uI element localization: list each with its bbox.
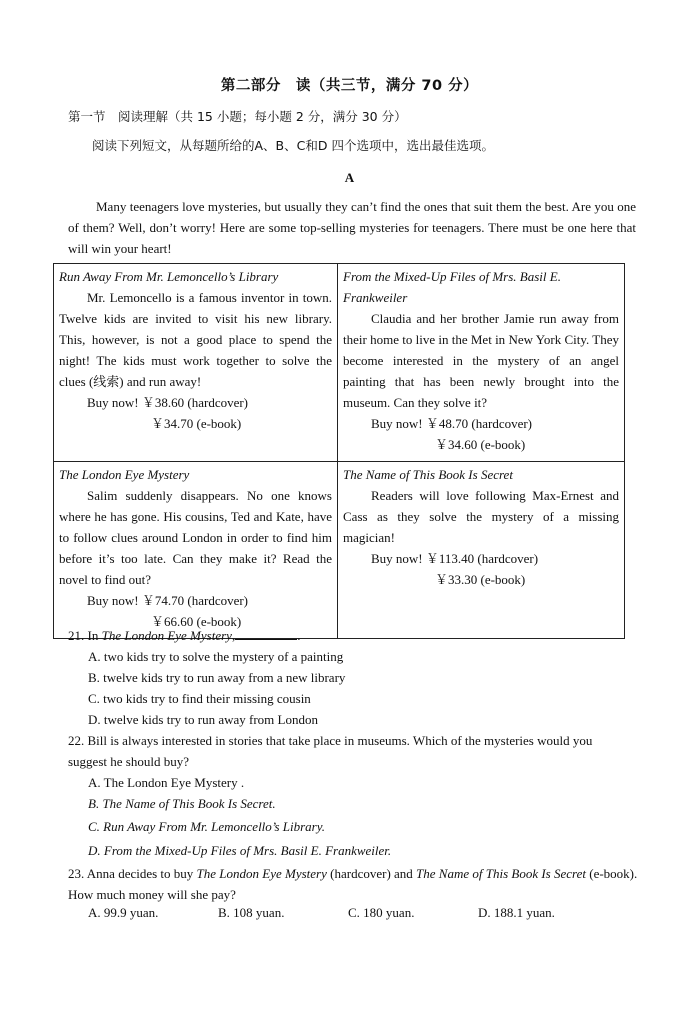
book-cell: [54, 264, 338, 462]
q22-option-a: A. The London Eye Mystery .: [88, 775, 245, 790]
price-ebook: ￥33.30 (e-book): [435, 572, 526, 587]
part-title: 第二部分 读（共三节，满分 70 分）: [220, 78, 479, 94]
question-text: 21. In: [68, 628, 102, 643]
q22-option-b: B. The Name of This Book Is Secret.: [88, 796, 276, 811]
book-description: Readers will love following Max-Ernest and Cass as they solve the mystery of a missing magician!: [343, 488, 619, 545]
book-title: From the Mixed-Up Files of Mrs. Basil E. Frankweiler: [343, 269, 561, 305]
price-hardcover: Buy now! ￥113.40 (hardcover): [371, 551, 539, 566]
question-text: 22. Bill is always interested in stories that take place in museums. Which of the mysteries would you suggest he should buy?: [68, 733, 593, 769]
book-cell: [338, 462, 625, 639]
question-23: [68, 863, 638, 905]
q22-option-d: D. From the Mixed-Up Files of Mrs. Basil E. Frankweiler.: [88, 843, 392, 858]
book-title: Run Away From Mr. Lemoncello’s Library: [59, 269, 279, 284]
price-ebook: ￥34.60 (e-book): [435, 437, 526, 452]
question-book-title: The London Eye Mystery: [101, 628, 232, 643]
question-22: [68, 730, 623, 772]
book-title: The Name of This Book Is Secret: [343, 467, 513, 482]
answer-blank: [235, 627, 297, 640]
book-description: Claudia and her brother Jamie run away from their home to live in the Met in New York City. They become interested in the mystery of an angel painting that has been newly brought into the museum. Can they solve it?: [343, 311, 619, 410]
question-text: ,: [231, 628, 236, 643]
instructions: 阅读下列短文，从每题所给的A、B、C和D 四个选项中，选出最佳选项。: [92, 138, 494, 153]
price-hardcover: Buy now! ￥74.70 (hardcover): [87, 593, 249, 608]
question-text: (hardcover) and: [326, 866, 417, 881]
passage-intro: Many teenagers love mysteries, but usually they can’t find the ones that suit them the best. Are you one of them? Well, don’t worry! Here are some top-selling mysteries for teenagers. There must be one here that will win your heart!: [68, 199, 636, 256]
q21-option-b: B. twelve kids try to run away from a new library: [88, 670, 346, 685]
q21-option-a: A. two kids try to solve the mystery of a painting: [88, 649, 344, 664]
question-text: (e-book). How much money will she pay?: [68, 866, 638, 902]
question-21: 21. In The London Eye Mystery, .: [68, 628, 301, 643]
section-title: 第一节 阅读理解（共 15 小题；每小题 2 分，满分 30 分）: [68, 109, 407, 124]
q21-option-d: D. twelve kids try to run away from London: [88, 712, 318, 727]
price-hardcover: Buy now! ￥48.70 (hardcover): [371, 416, 533, 431]
q23-option-d: D. 188.1 yuan.: [478, 905, 555, 920]
q22-option-c: C. Run Away From Mr. Lemoncello’s Library.: [88, 819, 326, 834]
q23-option-b: B. 108 yuan.: [218, 905, 285, 920]
q23-option-a: A. 99.9 yuan.: [88, 905, 159, 920]
question-number: 23.: [68, 866, 85, 881]
book-cell: [54, 462, 338, 639]
q23-option-c: C. 180 yuan.: [348, 905, 415, 920]
book-table: [53, 263, 625, 639]
price-ebook: ￥34.70 (e-book): [151, 416, 242, 431]
passage-letter: A: [344, 170, 355, 185]
book-description: Salim suddenly disappears. No one knows where he has gone. His cousins, Ted and Kate, have to follow clues around London in order to find him before it’s too late. Can they make it? Read the novel to find out?: [59, 488, 332, 587]
book-cell: [338, 264, 625, 462]
price-hardcover: Buy now! ￥38.60 (hardcover): [87, 395, 249, 410]
question-book-title: The London Eye Mystery: [196, 866, 327, 881]
price-ebook: ￥66.60 (e-book): [151, 614, 242, 629]
book-description: Mr. Lemoncello is a famous inventor in town. Twelve kids are invited to visit his new library. This, however, is not a good place to spend the night! The kids must work together to solve the clues (线索) and run away!: [59, 290, 332, 389]
q21-option-c: C. two kids try to find their missing cousin: [88, 691, 311, 706]
question-text: Anna decides to buy: [84, 866, 197, 881]
book-title: The London Eye Mystery: [59, 467, 190, 482]
q23-options: [88, 905, 608, 921]
question-book-title: The Name of This Book Is Secret: [416, 866, 586, 881]
